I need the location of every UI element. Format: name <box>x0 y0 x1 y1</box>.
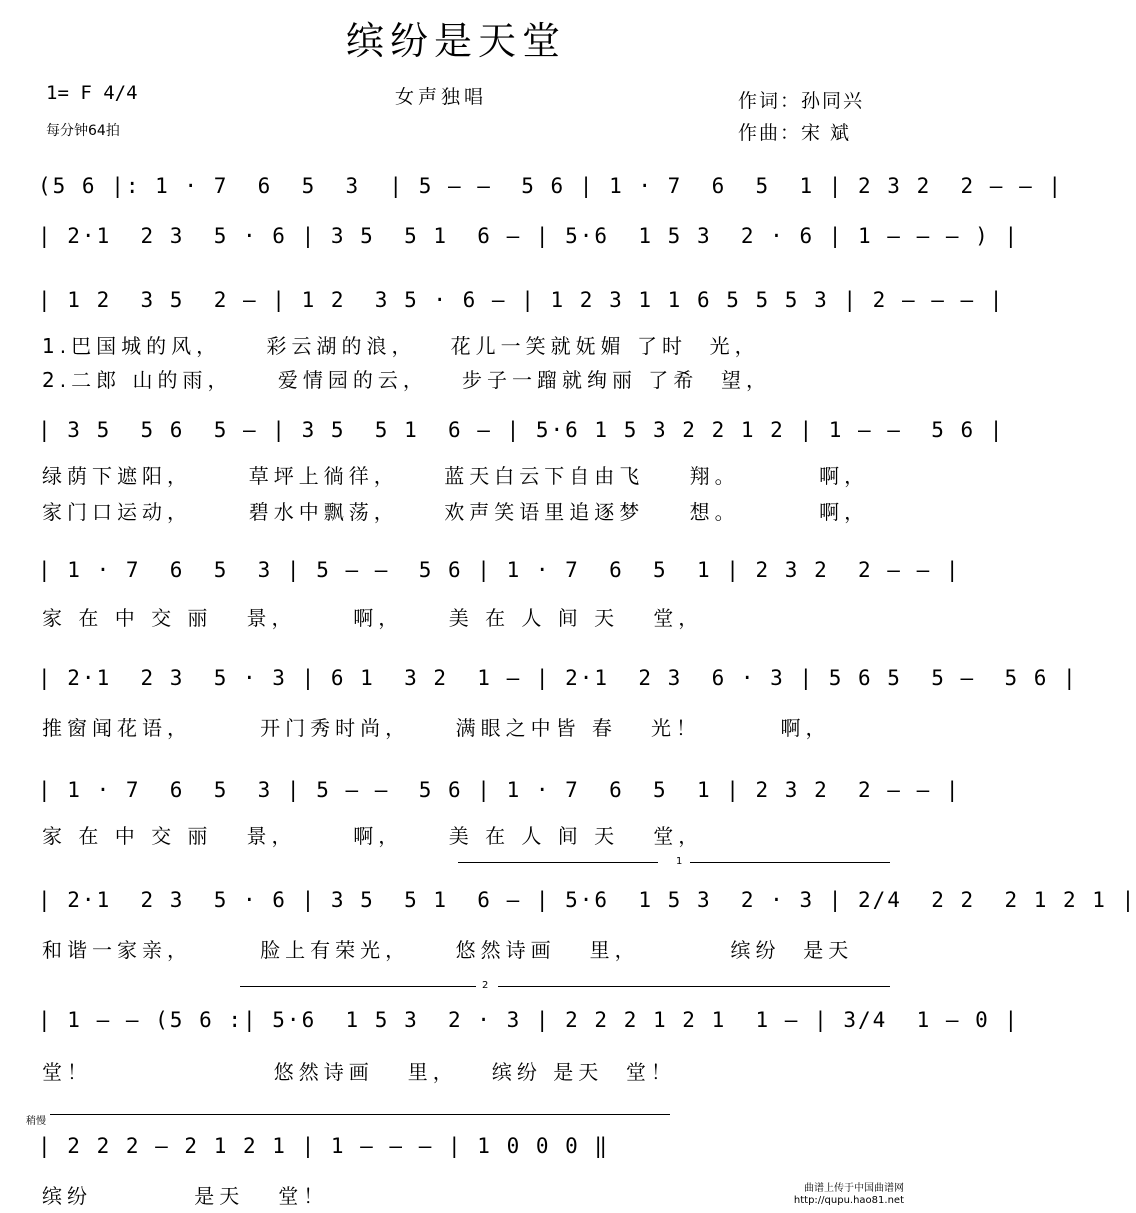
volta-1-label: 1 <box>676 856 683 867</box>
slur-line <box>50 1114 670 1115</box>
notation-line <box>0 552 961 592</box>
lyric-line: 和谐一家亲， 脸上有荣光， 悠然诗画 里， 缤纷 是天 <box>42 938 854 962</box>
slow-marking: 稍慢 <box>26 1116 46 1127</box>
lyric-line: 缤纷 是天 堂！ <box>42 1184 329 1208</box>
notation-text: | 1 · 7 6 5 3 | 5 — — 5 6 | 1 · 7 6 5 1 | 2 3 2 2 — — | <box>38 558 961 582</box>
lyric-line: 1.巴国城的风， 彩云湖的浪， 花儿一笑就妩媚 了时 光， <box>42 334 760 358</box>
footer-text: 曲谱上传于中国曲谱网 <box>804 1183 904 1194</box>
lyric-line: 绿荫下遮阳， 草坪上徜徉， 蓝天白云下自由飞 翔。 啊， <box>42 464 870 488</box>
volta-bracket <box>498 986 890 987</box>
notation-text: | 1 · 7 6 5 3 | 5 — — 5 6 | 1 · 7 6 5 1 | 2 3 2 2 — — | <box>38 778 961 802</box>
notation-text: (5 6 |: 1 · 7 6 5 3 | 5 — — 5 6 | 1 · 7 6 5 1 | 2 3 2 2 — — | <box>38 174 1064 198</box>
notation-text: | 1 2 3 5 2 — | 1 2 3 5 · 6 — | 1 2 3 1 1 6 5 5 5 3 | 2 — — — | <box>38 288 1005 312</box>
composer-credit: 作曲：宋 斌 <box>738 122 852 144</box>
notation-line <box>0 218 1020 258</box>
lyricist-credit: 作词：孙同兴 <box>738 90 865 112</box>
notation-text: | 2·1 2 3 5 · 6 | 3 5 5 1 6 — | 5·6 1 5 3 2 · 3 | 2/4 2 2 2 1 2 1 | <box>38 888 1136 912</box>
notation-line <box>0 282 1005 322</box>
footer-watermark <box>794 1183 904 1207</box>
notation-line <box>0 882 1136 922</box>
tempo-marking: 每分钟64拍 <box>46 123 120 139</box>
notation-line <box>0 772 961 812</box>
notation-line <box>0 168 1064 208</box>
key-signature: 1= F 4/4 <box>46 82 138 104</box>
notation-line <box>0 660 1078 700</box>
lyric-line: 家门口运动， 碧水中飘荡， 欢声笑语里追逐梦 想。 啊， <box>42 500 870 524</box>
notation-text: | 3 5 5 6 5 — | 3 5 5 1 6 — | 5·6 1 5 3 2 2 1 2 | 1 — — 5 6 | <box>38 418 1005 442</box>
notation-text: | 2·1 2 3 5 · 6 | 3 5 5 1 6 — | 5·6 1 5 3 2 · 6 | 1 — — — ) | <box>38 224 1020 248</box>
volta-bracket <box>690 862 890 863</box>
lyric-line: 推窗闻花语， 开门秀时尚， 满眼之中皆 春 光！ 啊， <box>42 716 831 740</box>
lyric-line: 堂！ 悠然诗画 里， 缤纷 是天 堂！ <box>42 1060 676 1084</box>
notation-text: | 2 2 2 — 2 1 2 1 | 1 — — — | 1 0 0 0 ‖ <box>38 1134 610 1158</box>
song-title: 缤纷是天堂 <box>345 19 566 63</box>
lyric-line: 家 在 中 交 丽 景， 啊， 美 在 人 间 天 堂， <box>42 824 704 848</box>
notation-text: | 1 — — (5 6 :| 5·6 1 5 3 2 · 3 | 2 2 2 1 2 1 1 — | 3/4 1 — 0 | <box>38 1008 1020 1032</box>
performance-type: 女声独唱 <box>395 86 488 108</box>
lyric-line: 家 在 中 交 丽 景， 啊， 美 在 人 间 天 堂， <box>42 606 704 630</box>
notation-line <box>0 1128 912 1168</box>
notation-line <box>0 412 1005 452</box>
notation-line <box>0 1002 1020 1042</box>
lyric-line: 2.二郎 山的雨， 爱情园的云， 步子一蹓就绚丽 了希 望， <box>42 368 772 392</box>
volta-2-label: 2 <box>482 980 489 991</box>
volta-bracket <box>240 986 476 987</box>
notation-text: | 2·1 2 3 5 · 3 | 6 1 3 2 1 — | 2·1 2 3 6 · 3 | 5 6 5 5 — 5 6 | <box>38 666 1078 690</box>
volta-bracket <box>458 862 658 863</box>
footer-url: http://qupu.hao81.net <box>793 1195 904 1206</box>
